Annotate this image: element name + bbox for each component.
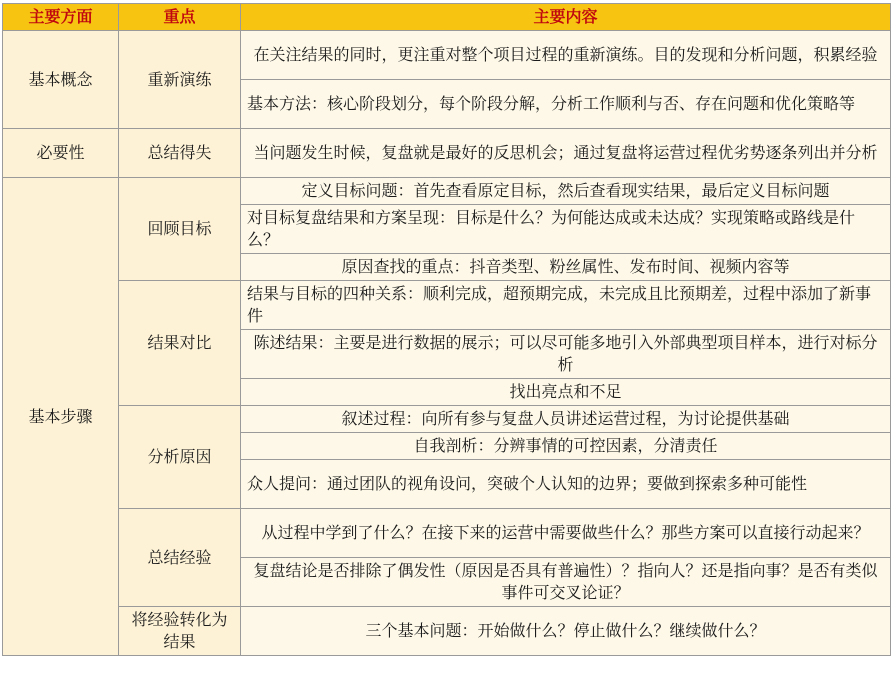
aspect-cell: 基本概念 bbox=[3, 31, 119, 129]
table-row bbox=[3, 178, 891, 205]
aspect-cell: 必要性 bbox=[3, 129, 119, 178]
content-cell: 找出亮点和不足 bbox=[241, 379, 891, 406]
aspect-cell: 基本步骤 bbox=[3, 178, 119, 656]
table-row bbox=[3, 129, 891, 178]
content-cell: 当问题发生时候，复盘就是最好的反思机会；通过复盘将运营过程优劣势逐条列出并分析 bbox=[241, 129, 891, 178]
content-cell: 结果与目标的四种关系：顺利完成，超预期完成，未完成且比预期差，过程中添加了新事件 bbox=[241, 281, 891, 330]
content-cell: 三个基本问题：开始做什么？停止做什么？继续做什么？ bbox=[241, 607, 891, 656]
focus-cell: 分析原因 bbox=[119, 406, 241, 509]
content-cell: 在关注结果的同时，更注重对整个项目过程的重新演练。目的发现和分析问题，积累经验 bbox=[241, 31, 891, 80]
focus-cell: 总结经验 bbox=[119, 509, 241, 607]
header-focus: 重点 bbox=[119, 4, 241, 31]
content-cell: 定义目标问题：首先查看原定目标，然后查看现实结果，最后定义目标问题 bbox=[241, 178, 891, 205]
focus-cell: 结果对比 bbox=[119, 281, 241, 406]
header-content: 主要内容 bbox=[241, 4, 891, 31]
content-cell: 众人提问：通过团队的视角设问，突破个人认知的边界；要做到探索多种可能性 bbox=[241, 460, 891, 509]
content-cell: 基本方法：核心阶段划分，每个阶段分解，分析工作顺利与否、存在问题和优化策略等 bbox=[241, 80, 891, 129]
content-cell: 原因查找的重点：抖音类型、粉丝属性、发布时间、视频内容等 bbox=[241, 254, 891, 281]
table-row bbox=[3, 406, 891, 433]
content-cell: 叙述过程：向所有参与复盘人员讲述运营过程，为讨论提供基础 bbox=[241, 406, 891, 433]
focus-cell: 总结得失 bbox=[119, 129, 241, 178]
review-table bbox=[2, 3, 891, 656]
focus-cell: 重新演练 bbox=[119, 31, 241, 129]
focus-cell: 回顾目标 bbox=[119, 178, 241, 281]
table-row bbox=[3, 607, 891, 656]
focus-cell: 将经验转化为结果 bbox=[119, 607, 241, 656]
content-cell: 复盘结论是否排除了偶发性（原因是否具有普遍性）？指向人？还是指向事？是否有类似事件可交叉论证？ bbox=[241, 558, 891, 607]
review-table-body bbox=[3, 4, 891, 656]
table-row bbox=[3, 509, 891, 558]
content-cell: 自我剖析：分辨事情的可控因素，分清责任 bbox=[241, 433, 891, 460]
table-row bbox=[3, 31, 891, 80]
header-aspect: 主要方面 bbox=[3, 4, 119, 31]
content-cell: 从过程中学到了什么？在接下来的运营中需要做些什么？那些方案可以直接行动起来？ bbox=[241, 509, 891, 558]
header-row bbox=[3, 4, 891, 31]
content-cell: 陈述结果：主要是进行数据的展示；可以尽可能多地引入外部典型项目样本，进行对标分析 bbox=[241, 330, 891, 379]
content-cell: 对目标复盘结果和方案呈现：目标是什么？为何能达成或未达成？实现策略或路线是什么？ bbox=[241, 205, 891, 254]
table-row bbox=[3, 281, 891, 330]
